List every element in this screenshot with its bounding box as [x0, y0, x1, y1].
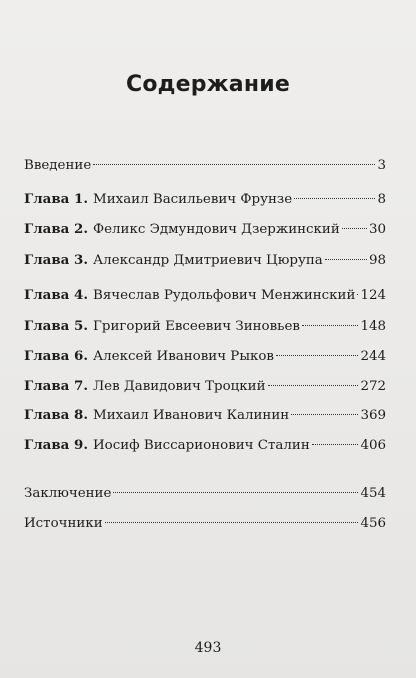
- toc-entry-title: Вячеслав Рудольфович Менжинский: [93, 288, 356, 303]
- page-number: 493: [194, 640, 222, 656]
- toc-entry-label: Глава 4.: [24, 287, 88, 303]
- page-title: Содержание: [126, 72, 290, 97]
- dot-leader: [113, 492, 358, 493]
- toc-entry-page: 454: [360, 486, 386, 501]
- toc-entry-introduction: [24, 158, 386, 180]
- toc-entry-chapter-3: [24, 252, 386, 274]
- toc-entry-chapter-2: [24, 221, 386, 243]
- dot-leader: [93, 164, 375, 165]
- dot-leader: [291, 414, 358, 415]
- toc-entry-page: 8: [377, 192, 386, 207]
- toc-entry-chapter-9: [24, 437, 386, 459]
- dot-leader: [312, 444, 359, 445]
- toc-entry-title: Григорий Евсеевич Зиновьев: [93, 319, 300, 334]
- toc-entry-title: Александр Дмитриевич Цюрупа: [93, 253, 323, 268]
- toc-entry-title: Источники: [24, 516, 103, 531]
- toc-entry-page: 456: [360, 516, 386, 531]
- toc-entry-title: Иосиф Виссарионович Сталин: [93, 438, 310, 453]
- toc-entry-label: Глава 1.: [24, 191, 88, 207]
- toc-entry-label: Глава 6.: [24, 348, 88, 364]
- toc-entry-page: 369: [360, 408, 386, 423]
- toc-entry-chapter-5: [24, 318, 386, 340]
- toc-entry-chapter-4: [24, 287, 386, 309]
- toc-entry-page: 406: [360, 438, 386, 453]
- toc-entry-label: Глава 5.: [24, 318, 88, 334]
- toc-entry-page: 30: [368, 222, 386, 237]
- toc-entry-label: Глава 2.: [24, 221, 88, 237]
- dot-leader: [302, 325, 359, 326]
- dot-leader: [276, 355, 358, 356]
- dot-leader: [357, 294, 358, 295]
- toc-entry-title: Феликс Эдмундович Дзержинский: [93, 222, 340, 237]
- toc-entry-chapter-6: [24, 348, 386, 370]
- dot-leader: [325, 259, 367, 260]
- toc-entry-title: Алексей Иванович Рыков: [93, 349, 274, 364]
- toc-entry-page: 3: [377, 158, 386, 173]
- toc-entry-title: Михаил Иванович Калинин: [93, 408, 290, 423]
- toc-entry-page: 272: [360, 379, 386, 394]
- toc-entry-title: Михаил Васильевич Фрунзе: [93, 192, 293, 207]
- toc-entry-chapter-8: [24, 407, 386, 429]
- toc-entry-label: Глава 7.: [24, 378, 88, 394]
- toc-entry-chapter-7: [24, 378, 386, 400]
- toc-entry-label: Глава 3.: [24, 252, 88, 268]
- toc-entry-title: Заключение: [24, 486, 112, 501]
- dot-leader: [268, 385, 359, 386]
- toc-entry-label: Глава 8.: [24, 407, 88, 423]
- toc-entry-page: 244: [360, 349, 386, 364]
- toc-entry-page: 148: [360, 319, 386, 334]
- toc-entry-sources: [24, 516, 386, 538]
- toc-entry-title: Лев Давидович Троцкий: [93, 379, 266, 394]
- toc-entry-label: Глава 9.: [24, 437, 88, 453]
- toc-entry-title: Введение: [24, 158, 92, 173]
- toc-entry-page: 98: [368, 253, 386, 268]
- dot-leader: [105, 522, 359, 523]
- toc-entry-conclusion: [24, 486, 386, 508]
- dot-leader: [294, 198, 375, 199]
- toc-entry-chapter-1: [24, 191, 386, 213]
- toc-entry-page: 124: [360, 288, 386, 303]
- dot-leader: [342, 228, 367, 229]
